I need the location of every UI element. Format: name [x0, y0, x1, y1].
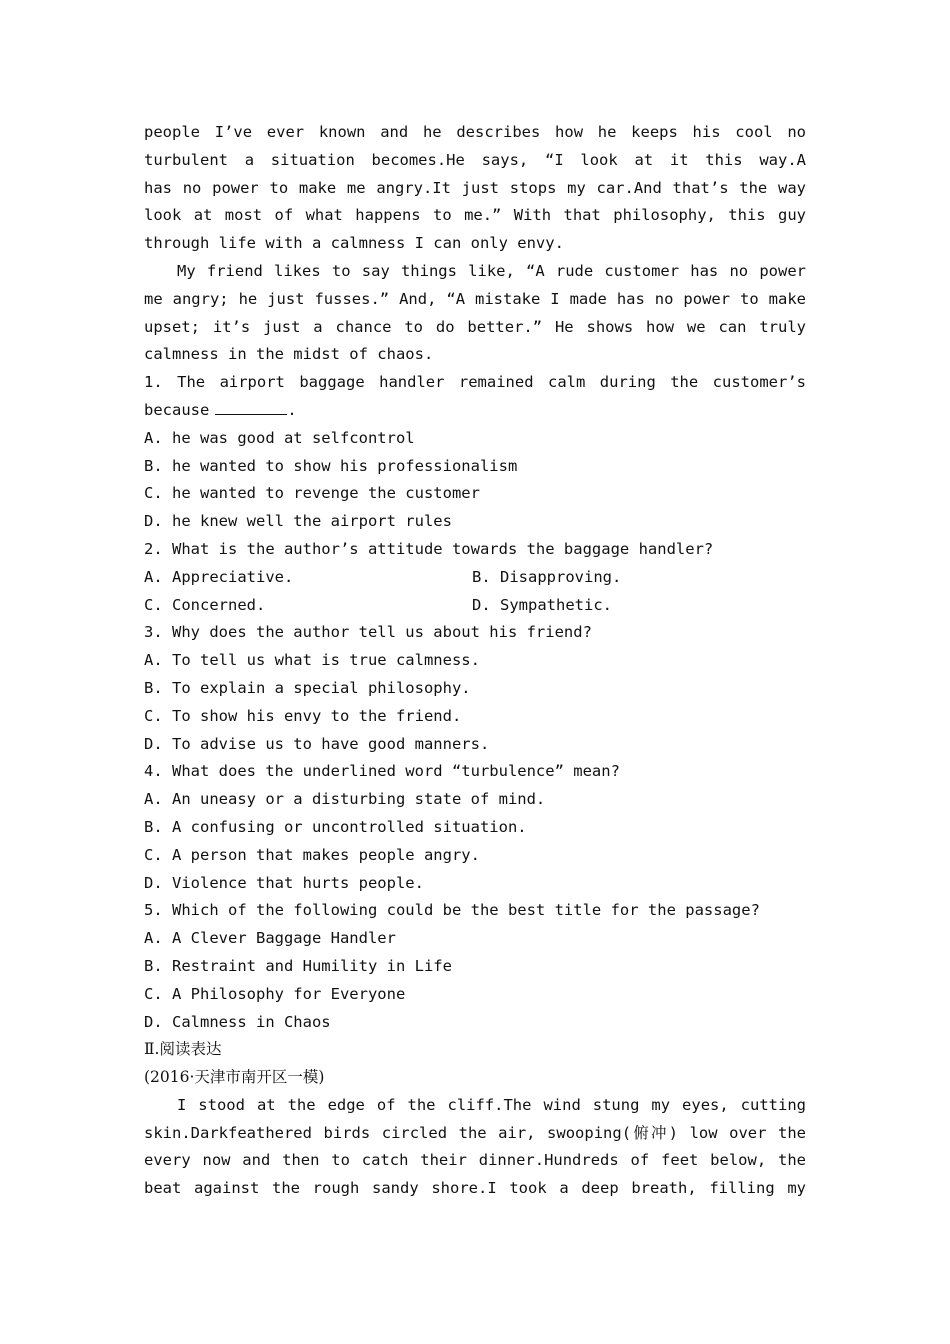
passage-paragraph-1	[144, 119, 806, 258]
question-stem-continued: because .	[144, 397, 806, 425]
section-heading: Ⅱ.阅读表达	[144, 1040, 222, 1059]
option-d: D. Violence that hurts people.	[144, 873, 424, 892]
text-line: I stood at the edge of the cliff.The wind stung my eyes, cutting	[177, 1095, 806, 1114]
question-stem: 3. Why does the author tell us about his friend?	[144, 623, 592, 642]
option-b: B. A confusing or uncontrolled situation.	[144, 817, 527, 836]
passage-paragraph-2	[144, 258, 806, 369]
answer-blank	[215, 398, 287, 415]
question-2	[144, 536, 806, 619]
option-c: C. Concerned.	[144, 595, 266, 614]
text-line: calmness in the midst of chaos.	[144, 345, 434, 364]
option-c: C. he wanted to revenge the customer	[144, 484, 480, 503]
option-a: A. he was good at selfcontrol	[144, 428, 415, 447]
text-line: look at most of what happens to me.” With that philosophy, this guy	[144, 206, 806, 225]
option-a: A. An uneasy or a disturbing state of mind.	[144, 790, 546, 809]
question-5	[144, 897, 806, 1036]
options-row	[144, 564, 806, 592]
option-b: B. Restraint and Humility in Life	[144, 956, 452, 975]
question-stem: 5. Which of the following could be the best title for the passage?	[144, 901, 760, 920]
text-line: through life with a calmness I can only envy.	[144, 234, 564, 253]
section-2	[144, 1036, 806, 1203]
option-d: D. Calmness in Chaos	[144, 1012, 331, 1031]
text-line: skin.Darkfeathered birds circled the air, swooping(俯冲) low over the	[144, 1123, 806, 1142]
text-line: me angry; he just fusses.” And, “A mistake I made has no power to make	[144, 289, 806, 308]
text-line: has no power to make me angry.It just stops my car.And that’s the way	[144, 178, 806, 197]
question-4	[144, 758, 806, 897]
option-b: B. he wanted to show his professionalism	[144, 456, 518, 475]
option-d: D. To advise us to have good manners.	[144, 734, 490, 753]
text-line: My friend likes to say things like, “A rude customer has no power	[177, 261, 806, 280]
question-text: because	[144, 400, 210, 419]
question-3	[144, 619, 806, 758]
option-d: D. he knew well the airport rules	[144, 512, 452, 531]
options-row	[144, 592, 806, 620]
option-a: A. Appreciative.	[144, 567, 294, 586]
option-c: C. A person that makes people angry.	[144, 845, 480, 864]
question-stem: 1. The airport baggage handler remained calm during the customer’s	[144, 373, 806, 392]
option-c: C. To show his envy to the friend.	[144, 706, 462, 725]
option-d: D. Sympathetic.	[472, 595, 612, 614]
option-a: A. A Clever Baggage Handler	[144, 929, 396, 948]
text-line: every now and then to catch their dinner.Hundreds of feet below, the	[144, 1151, 806, 1170]
text-line: turbulent a situation becomes.He says, “I look at it this way.A	[144, 150, 806, 169]
text-line: upset; it’s just a chance to do better.” He shows how we can truly	[144, 317, 806, 336]
option-a: A. To tell us what is true calmness.	[144, 651, 480, 670]
question-stem: 4. What does the underlined word “turbulence” mean?	[144, 762, 620, 781]
question-stem: 2. What is the author’s attitude towards the baggage handler?	[144, 539, 714, 558]
text-line: people I’ve ever known and he describes how he keeps his cool no	[144, 123, 806, 141]
document-page	[144, 119, 806, 1203]
option-c: C. A Philosophy for Everyone	[144, 984, 406, 1003]
option-b: B. Disapproving.	[472, 567, 622, 586]
text-line: beat against the rough sandy shore.I took a deep breath, filling my	[144, 1179, 806, 1198]
question-1	[144, 369, 806, 536]
source-label: (2016·天津市南开区一模)	[144, 1068, 325, 1087]
option-b: B. To explain a special philosophy.	[144, 678, 471, 697]
